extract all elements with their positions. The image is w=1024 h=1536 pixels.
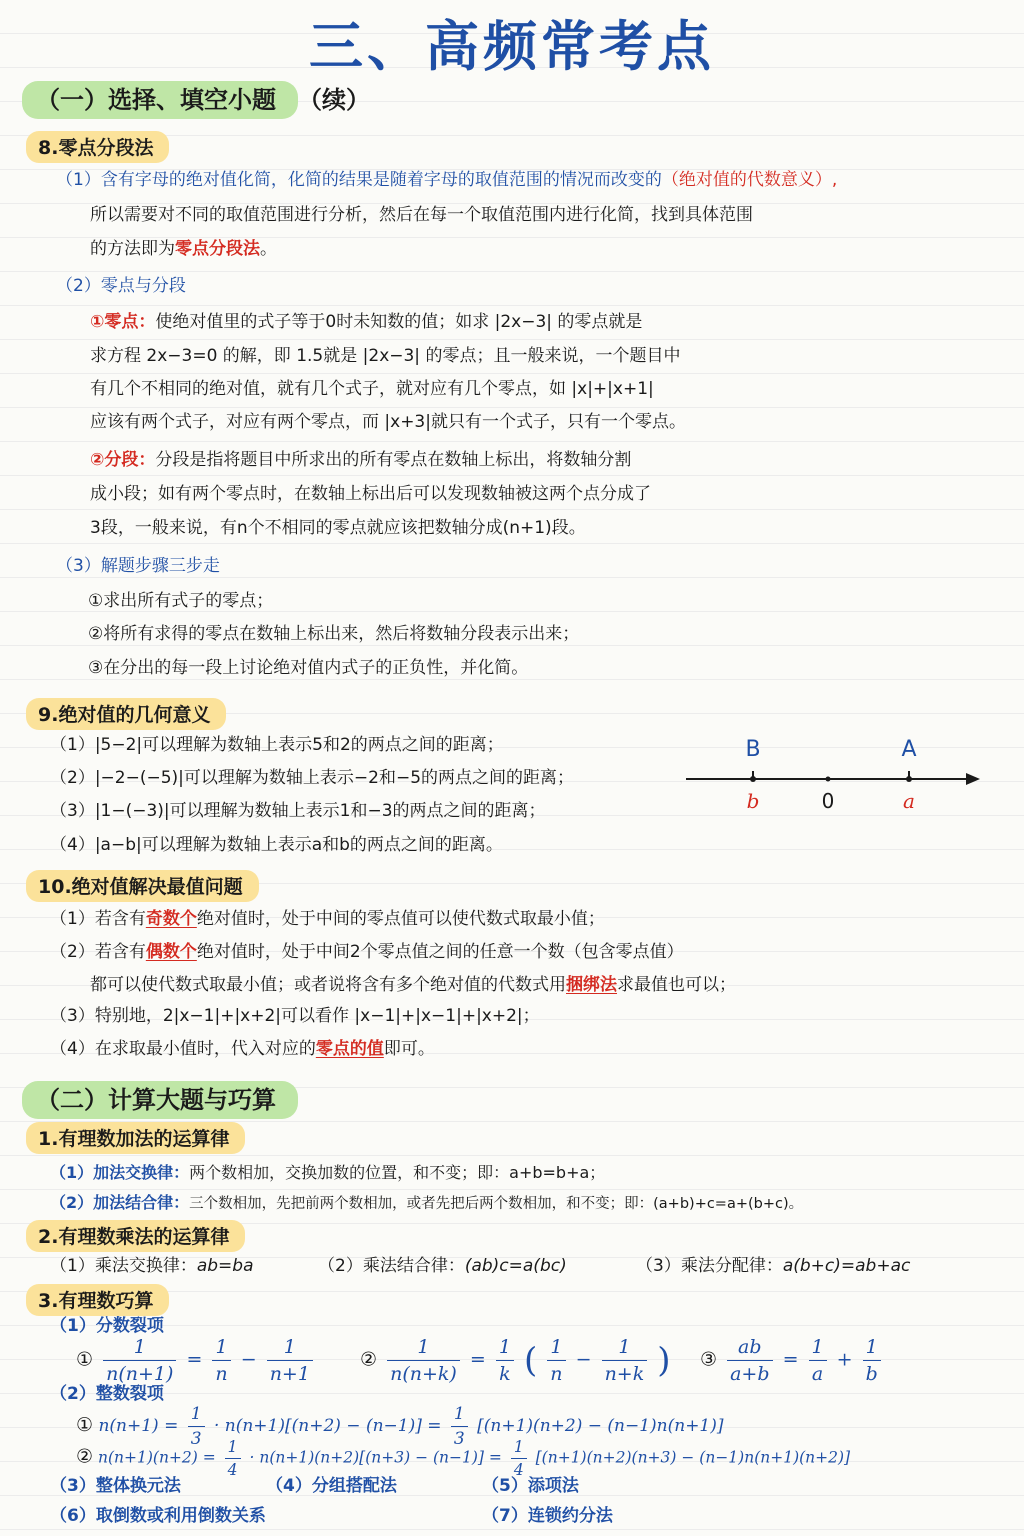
s10-line4: （3）特别地，2|x−1|+|x+2|可以看作 |x−1|+|x−1|+|x+2|； <box>50 1006 540 1026</box>
s8-p2-title: （2）零点与分段 <box>56 276 186 296</box>
point-a <box>906 776 912 782</box>
p2s3-m4: （4）分组搭配法 <box>266 1476 397 1496</box>
s9-line3: （3）|1−(−3)|可以理解为数轴上表示1和−3的两点之间的距离； <box>50 801 546 821</box>
part1-heading-row <box>22 80 370 115</box>
s8-p1-c: 的方法即为 <box>90 239 175 259</box>
s10-l2-b: 绝对值时，处于中间2个零点值之间的任意一个数（包含零点值） <box>196 942 684 962</box>
f2-d2: k <box>499 1363 511 1385</box>
s8-title: 8.零点分段法 <box>26 131 169 163</box>
f2-d4: n+k <box>604 1363 645 1385</box>
s10-l2-red: 偶数个 <box>145 942 197 962</box>
p2s1-line2 <box>50 1190 803 1213</box>
i1-mid: · n(n+1)[(n+2) − (n−1)] = <box>213 1416 442 1436</box>
part1-heading: （一）选择、填空小题 <box>22 81 298 119</box>
f2-eq: = <box>469 1348 486 1371</box>
number-line-diagram <box>680 730 990 820</box>
p2s3-m6: （6）取倒数或利用倒数关系 <box>50 1506 266 1526</box>
s10-l2-a: （2）若含有 <box>50 942 146 962</box>
p2s1-l1-text: 两个数相加，交换加数的位置，和不变；即：a+b=b+a； <box>189 1163 606 1182</box>
label-b: b <box>746 789 760 813</box>
p2s1-l2-text: 三个数相加，先把前两个数相加，或者先把后两个数相加，和不变；即：(a+b)+c=a+(b+c)。 <box>189 1196 804 1212</box>
f1-n1: 1 <box>103 1336 176 1361</box>
f1-idx: ① <box>76 1348 94 1371</box>
f3-d3: b <box>865 1363 878 1385</box>
f2-n2: 1 <box>496 1336 514 1361</box>
p2s3-m7: （7）连锁约分法 <box>482 1506 613 1526</box>
s10-title: 10.绝对值解决最值问题 <box>26 870 259 902</box>
f3-d2: a <box>811 1363 824 1385</box>
f3-op: + <box>836 1348 853 1371</box>
p2s2-c3-math: a(b+c)=ab+ac <box>782 1256 911 1276</box>
s8-step1: ①求出所有式子的零点； <box>88 591 274 611</box>
page-title: 三、高频常考点 <box>309 14 715 78</box>
i1-d1: 3 <box>190 1429 202 1449</box>
s8-zero-line2: 求方程 2x−3=0 的解，即 1.5就是 |2x−3| 的零点；且一般来说，一个题目中 <box>90 346 681 366</box>
s8-p1-line1 <box>56 172 837 189</box>
i2-rhs: [(n+1)(n+2)(n+3) − (n−1)n(n+1)(n+2)] <box>535 1448 851 1467</box>
i1-lhs: n(n+1) = <box>98 1416 179 1436</box>
p2s3-m3: （3）整体换元法 <box>50 1476 181 1496</box>
f3-n3: 1 <box>863 1336 881 1361</box>
p2s2-title: 2.有理数乘法的运算律 <box>26 1220 245 1252</box>
f1-d1: n(n+1) <box>106 1363 174 1385</box>
p2s1-l1-label: （1）加法交换律： <box>50 1163 190 1182</box>
i1-n1: 1 <box>188 1404 205 1427</box>
number-line-arrow <box>966 773 980 785</box>
s10-line5 <box>50 1041 435 1058</box>
p2s3-m5: （5）添项法 <box>482 1476 579 1496</box>
p2s3-m2: （2）整数裂项 <box>50 1384 164 1404</box>
p2s3-m1: （1）分数裂项 <box>50 1316 164 1336</box>
f2-n3: 1 <box>547 1336 565 1361</box>
s8-step2: ②将所有求得的零点在数轴上标出来，然后将数轴分段表示出来； <box>88 624 580 644</box>
f3-idx: ③ <box>700 1348 718 1371</box>
i1-n2: 1 <box>451 1404 468 1427</box>
s10-line2 <box>50 944 684 961</box>
s8-zero-line4: 应该有两个式子，对应有两个零点，而 |x+3|就只有一个式子，只有一个零点。 <box>90 412 686 432</box>
f1-eq: = <box>186 1348 203 1371</box>
i2-mid: · n(n+1)(n+2)[(n+3) − (n−1)] = <box>249 1448 502 1467</box>
f2-op: − <box>575 1348 592 1371</box>
frac-formula-3 <box>700 1336 885 1385</box>
part1-heading-suffix: （续） <box>298 85 370 114</box>
p2s1-line1 <box>50 1160 605 1183</box>
i2-d1: 4 <box>227 1461 238 1479</box>
f1-op: − <box>240 1348 257 1371</box>
s10-line1 <box>50 911 605 928</box>
f1-d3: n+1 <box>269 1363 310 1385</box>
i1-rhs: [(n+1)(n+2) − (n−1)n(n+1)] <box>477 1416 724 1436</box>
s8-p1-line2: 所以需要对不同的取值范围进行分析，然后在每一个取值范围内进行化简，找到具体范围 <box>90 205 753 225</box>
s9-line2: （2）|−2−(−5)|可以理解为数轴上表示−2和−5的两点之间的距离； <box>50 768 575 788</box>
f1-d2: n <box>215 1363 228 1385</box>
p2s1-l2-label: （2）加法结合律： <box>50 1193 190 1212</box>
i1-d2: 3 <box>453 1429 465 1449</box>
part2-heading-row <box>22 1080 298 1115</box>
f1-n2: 1 <box>212 1336 230 1361</box>
s10-l1-b: 绝对值时，处于中间的零点值可以使代数式取最小值； <box>196 909 605 929</box>
p2s2-c3-label: （3）乘法分配律： <box>636 1256 783 1276</box>
s8-p1-c-end: 。 <box>260 239 277 259</box>
f2-idx: ② <box>360 1348 378 1371</box>
i2-idx: ② <box>76 1445 94 1468</box>
s10-l4-red: 零点的值 <box>315 1039 384 1059</box>
p2s2-c2-label: （2）乘法结合律： <box>318 1256 465 1276</box>
f2-d1: n(n+k) <box>390 1363 457 1385</box>
s10-l4-b: 即可。 <box>383 1039 435 1059</box>
point-zero <box>826 777 831 782</box>
p2s2-c2 <box>318 1258 567 1275</box>
i1-idx: ① <box>76 1414 94 1436</box>
part2-heading: （二）计算大题与巧算 <box>22 1081 298 1119</box>
p2s2-c1 <box>50 1258 254 1275</box>
s10-l2-c: 都可以使代数式取最小值；或者说将含有多个绝对值的代数式用 <box>90 975 566 995</box>
s8-p1-text: （1）含有字母的绝对值化简，化简的结果是随着字母的取值范围的情况而改变的 <box>56 170 662 190</box>
s8-p3-title: （3）解题步骤三步走 <box>56 556 220 576</box>
i2-n1: 1 <box>225 1438 241 1459</box>
s9-line1: （1）|5−2|可以理解为数轴上表示5和2的两点之间的距离； <box>50 735 504 755</box>
s8-p1-comma: , <box>831 170 838 190</box>
s8-seg-1: 分段是指将题目中所求出的所有零点在数轴上标出，将数轴分割 <box>155 450 632 470</box>
s8-zero-1: 使绝对值里的式子等于0时未知数的值；如求 |2x−3| 的零点就是 <box>155 312 643 332</box>
p2s3-title: 3.有理数巧算 <box>26 1284 169 1316</box>
p2s2-c2-math: (ab)c=a(bc) <box>464 1256 567 1276</box>
s8-p1-line3 <box>90 241 277 258</box>
s8-p1-c-red: 零点分段法 <box>175 239 260 259</box>
f3-eq: = <box>782 1348 799 1371</box>
i2-n2: 1 <box>511 1438 527 1459</box>
f3-d1: a+b <box>730 1363 770 1385</box>
frac-formula-1 <box>76 1336 317 1385</box>
s8-zero-line1 <box>90 314 642 331</box>
f1-n3: 1 <box>267 1336 313 1361</box>
s9-line4: （4）|a−b|可以理解为数轴上表示a和b的两点之间的距离。 <box>50 835 503 855</box>
p2s2-c3 <box>636 1258 910 1275</box>
p2s2-c1-math: ab=ba <box>196 1256 254 1276</box>
s9-title: 9.绝对值的几何意义 <box>26 698 226 730</box>
i2-d2: 4 <box>513 1461 524 1479</box>
label-B: B <box>745 737 761 762</box>
f2-n1: 1 <box>387 1336 460 1361</box>
f2-n4: 1 <box>602 1336 648 1361</box>
s10-l2-red2: 捆绑法 <box>566 975 617 995</box>
s8-step3: ③在分出的每一段上讨论绝对值内式子的正负性，并化简。 <box>88 658 529 678</box>
f2-lp: ( <box>523 1340 538 1381</box>
int-formula-2 <box>76 1438 850 1479</box>
s8-seg-line3: 3段，一般来说，有n个不相同的零点就应该把数轴分成(n+1)段。 <box>90 518 586 538</box>
s10-line3 <box>90 977 736 994</box>
s8-seg-line2: 成小段；如有两个零点时，在数轴上标出后可以发现数轴被这两个点分成了 <box>90 484 651 504</box>
label-A: A <box>901 737 917 762</box>
s8-zero-label: ①零点： <box>90 312 156 332</box>
point-b <box>750 776 756 782</box>
s8-p1-red: （绝对值的代数意义） <box>661 170 832 190</box>
label-a: a <box>903 789 915 813</box>
label-zero: 0 <box>821 789 835 813</box>
f2-rp: ) <box>657 1340 671 1381</box>
p2s2-c1-label: （1）乘法交换律： <box>50 1256 197 1276</box>
s8-seg-label: ②分段： <box>90 450 156 470</box>
s8-zero-line3: 有几个不相同的绝对值，就有几个式子，就对应有几个零点，如 |x|+|x+1| <box>90 379 654 399</box>
s10-l2-d: 求最值也可以； <box>617 975 736 995</box>
f3-n1: ab <box>727 1336 772 1361</box>
s10-l1-red: 奇数个 <box>145 909 197 929</box>
frac-formula-2 <box>360 1336 671 1385</box>
s10-l4-a: （4）在求取最小值时，代入对应的 <box>50 1039 316 1059</box>
i2-lhs: n(n+1)(n+2) = <box>97 1448 216 1467</box>
p2s1-title: 1.有理数加法的运算律 <box>26 1122 245 1154</box>
f2-d3: n <box>550 1363 563 1385</box>
s10-l1-a: （1）若含有 <box>50 909 146 929</box>
s8-seg-line1 <box>90 452 631 469</box>
f3-n2: 1 <box>809 1336 827 1361</box>
